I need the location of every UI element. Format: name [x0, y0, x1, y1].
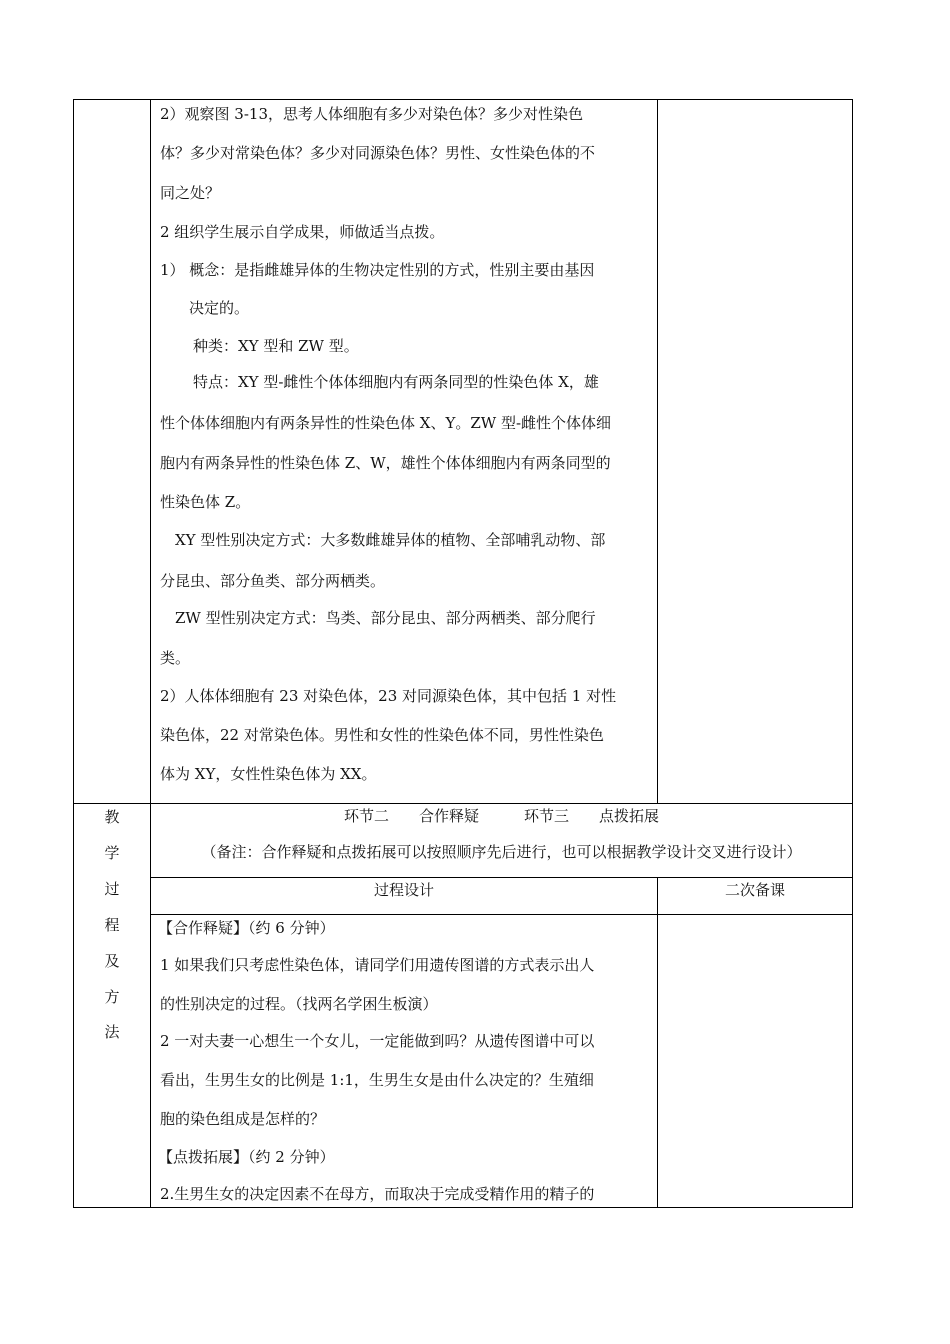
row-divider-2 — [150, 877, 852, 878]
text-line: 1 如果我们只考虑性染色体，请同学们用遗传图谱的方式表示出人 — [160, 956, 595, 974]
side-label-char: 方 — [104, 988, 120, 1006]
side-label-char: 学 — [104, 844, 120, 862]
text-line: 类。 — [160, 649, 191, 667]
text-line: 2.生男生女的决定因素不在母方，而取决于完成受精作用的精子的 — [160, 1185, 595, 1203]
text-line: 【合作释疑】（约 6 分钟） — [158, 919, 335, 937]
col-divider-right-bottom — [657, 877, 658, 1208]
text-line: 的性别决定的过程。（找两名学困生板演） — [160, 995, 438, 1013]
text-line: 特点：XY 型-雌性个体体细胞内有两条同型的性染色体 X，雄 — [193, 373, 599, 391]
row-divider-1 — [74, 803, 852, 804]
text-line: 胞的染色组成是怎样的？ — [160, 1110, 326, 1128]
side-label-char: 程 — [104, 916, 120, 934]
text-line: 种类：XY 型和 ZW 型。 — [193, 337, 359, 355]
col-divider-left — [150, 100, 151, 1208]
col-divider-right-top — [657, 100, 658, 803]
text-line: 体为 XY，女性性染色体为 XX。 — [160, 765, 377, 783]
section-note: （备注：合作释疑和点拨拓展可以按照顺序先后进行，也可以根据教学设计交叉进行设计） — [201, 843, 802, 861]
side-label-char: 过 — [104, 880, 120, 898]
text-line: 同之处？ — [160, 184, 221, 202]
row-divider-3 — [150, 914, 852, 915]
text-line: 2）观察图 3-13，思考人体细胞有多少对染色体？多少对性染色 — [160, 105, 584, 123]
text-line: 染色体，22 对常染色体。男性和女性的性染色体不同，男性性染色 — [160, 726, 604, 744]
text-line: 决定的。 — [189, 299, 250, 317]
col-header-process: 过程设计 — [373, 881, 434, 899]
section-title: 环节二 合作释疑 环节三 点拨拓展 — [343, 807, 659, 825]
text-line: 【点拨拓展】（约 2 分钟） — [158, 1148, 335, 1166]
text-line: 1） 概念：是指雌雄异体的生物决定性别的方式，性别主要由基因 — [160, 261, 595, 279]
text-line: 分昆虫、部分鱼类、部分两栖类。 — [160, 572, 386, 590]
col-header-second: 二次备课 — [724, 881, 785, 899]
side-label-char: 教 — [104, 808, 120, 826]
text-line: 2）人体体细胞有 23 对染色体，23 对同源染色体，其中包括 1 对性 — [160, 687, 617, 705]
side-label-char: 法 — [104, 1023, 120, 1041]
text-line: 胞内有两条异性的性染色体 Z、W，雄性个体体细胞内有两条同型的 — [160, 454, 611, 472]
text-line: ZW 型性别决定方式：鸟类、部分昆虫、部分两栖类、部分爬行 — [175, 609, 596, 627]
text-line: 体？多少对常染色体？多少对同源染色体？男性、女性染色体的不 — [160, 144, 596, 162]
lesson-plan-table — [73, 99, 853, 1208]
side-label-char: 及 — [104, 952, 120, 970]
text-line: XY 型性别决定方式：大多数雌雄异体的植物、全部哺乳动物、部 — [175, 531, 606, 549]
text-line: 看出，生男生女的比例是 1:1，生男生女是由什么决定的？生殖细 — [160, 1071, 594, 1089]
text-line: 性个体体细胞内有两条异性的性染色体 X、Y。ZW 型-雌性个体体细 — [160, 414, 612, 432]
text-line: 性染色体 Z。 — [160, 493, 251, 511]
text-line: 2 组织学生展示自学成果，师做适当点拨。 — [160, 223, 445, 241]
text-line: 2 一对夫妻一心想生一个女儿，一定能做到吗？从遗传图谱中可以 — [160, 1032, 595, 1050]
